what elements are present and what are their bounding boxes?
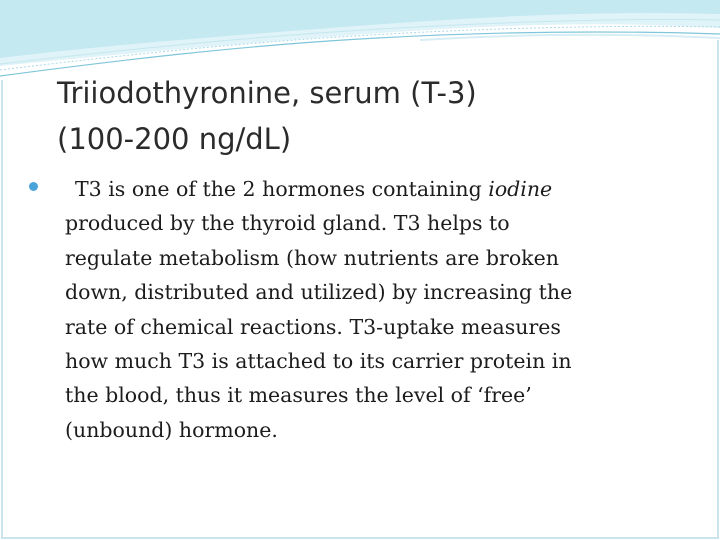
bullet-line-7: the blood, thus it measures the level of ‘free’ [65,383,532,408]
bullet-line-1-text: T3 is one of the 2 hormones containing [75,177,489,201]
iodine-emphasis: iodine [488,177,553,201]
title-line-2: (100-200 ng/dL) [57,122,292,156]
title-line-1: Triiodothyronine, serum (T-3) [57,76,477,110]
bullet-text [65,172,665,447]
bullet-item [0,172,665,447]
bullet-line-3: regulate metabolism (how nutrients are broken [65,245,559,270]
bullet-line-5: rate of chemical reactions. T3-uptake measures [65,314,561,339]
slide-title [57,70,677,162]
bullet-list [0,172,720,447]
bullet-line-1 [65,172,665,206]
bullet-line-8: (unbound) hormone. [65,417,278,442]
bullet-line-4: down, distributed and utilized) by increasing the [65,280,573,305]
bullet-dot-icon [29,182,38,191]
bullet-line-6: how much T3 is attached to its carrier protein in [65,349,572,374]
bullet-line-2: produced by the thyroid gland. T3 helps to [65,211,510,236]
